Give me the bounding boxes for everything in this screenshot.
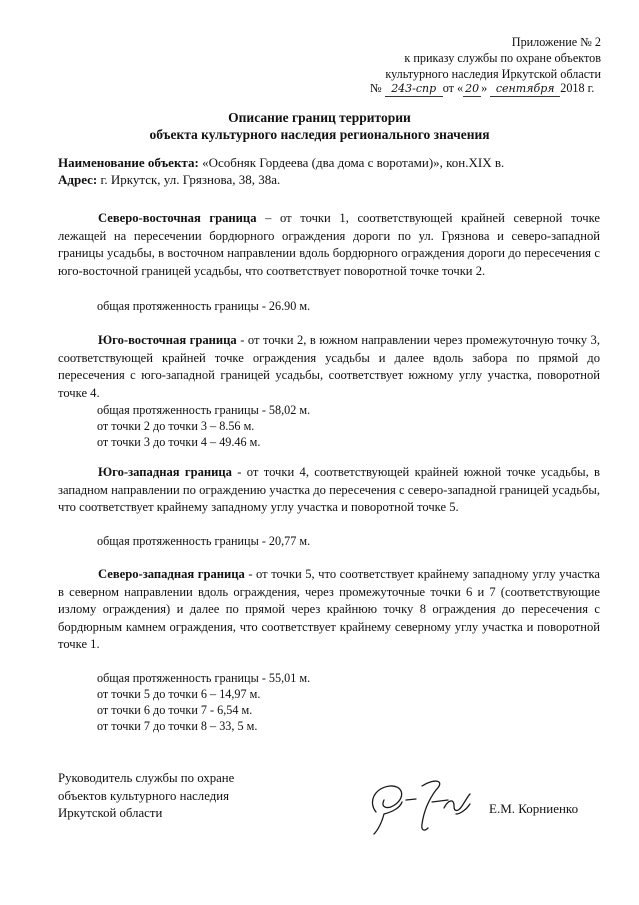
order-month: сентября bbox=[490, 82, 560, 97]
section-title: Северо-западная граница bbox=[98, 567, 245, 581]
signatory-line-1: Руководитель службы по охране bbox=[58, 771, 235, 785]
signatory-line-3: Иркутской области bbox=[58, 806, 163, 820]
measure-line: от точки 2 до точки 3 – 8.56 м. bbox=[97, 419, 255, 433]
order-line-2: к приказу службы по охране объектов bbox=[404, 51, 601, 65]
measure-line: от точки 3 до точки 4 – 49.46 м. bbox=[97, 435, 261, 449]
order-line-3: культурного наследия Иркутской области bbox=[385, 67, 601, 81]
address-label: Адрес: bbox=[58, 172, 98, 187]
number-label: № bbox=[370, 81, 382, 95]
signatory-position bbox=[58, 770, 296, 823]
boundary-section-southeast bbox=[58, 332, 600, 402]
measure-line: от точки 6 до точки 7 - 6,54 м. bbox=[97, 703, 253, 717]
handwritten-signature bbox=[362, 772, 477, 840]
signatory-name: Е.М. Корниенко bbox=[489, 801, 579, 816]
object-name-value: «Особняк Гордеева (два дома с воротами)», кон.XIX в. bbox=[202, 155, 505, 170]
section-title: Юго-восточная граница bbox=[98, 333, 237, 347]
boundary-section-northwest bbox=[58, 566, 600, 654]
order-day: 20 bbox=[465, 82, 480, 95]
boundary-section-southwest bbox=[58, 464, 600, 517]
section-title: Северо-восточная граница bbox=[98, 211, 257, 225]
order-year: 2018 г. bbox=[560, 81, 595, 95]
boundary-section-northeast bbox=[58, 210, 600, 280]
measure-line: общая протяженность границы - 20,77 м. bbox=[97, 534, 311, 548]
object-name bbox=[58, 155, 504, 171]
measure-line: от точки 7 до точки 8 – 33, 5 м. bbox=[97, 719, 258, 733]
document-title-line-2: объекта культурного наследия регионального значения bbox=[149, 127, 490, 142]
from-label: от « bbox=[442, 81, 464, 95]
measure-line: общая протяженность границы - 26.90 м. bbox=[97, 299, 311, 313]
document-title-line-1: Описание границ территории bbox=[228, 110, 411, 125]
object-name-label: Наименование объекта: bbox=[58, 155, 199, 170]
section-text: - от точки 5, что соответствует крайнему западному углу участка в северном направлении вдоль ограждения, через промежуточные точки 6 и 7 (соответствующие излому ограждения) и далее по прямой через крайнюю точку 8 ограждения до пересечения с бордюрным камнем ограждения, что соответствует крайнему северному углу участка и поворотной точке 1. bbox=[58, 567, 600, 651]
section-text: - от точки 4, соответствующей крайней южной точке усадьбы, в западном направлении по ограждению участка до пересечения с северо-западной границей усадьбы, что соответствует крайнему западному углу участка и поворотной точке 5. bbox=[58, 465, 600, 514]
signatory-line-2: объектов культурного наследия bbox=[58, 788, 229, 803]
measure-line: от точки 5 до точки 6 – 14,97 м. bbox=[97, 687, 261, 701]
order-number-line bbox=[370, 81, 594, 97]
section-title: Юго-западная граница bbox=[98, 465, 232, 479]
section-text: – от точки 1, соответствующей крайней северной точке лежащей на пересечении бордюрного ограждения дороги по ул. Грязнова и северо-западной границы усадьбы, в восточном направлении вдоль бордюрного ограждения дороги до пересечения с юго-восточной границей усадьбы, что соответствует поворотной точке точки 2. bbox=[58, 211, 601, 278]
address-value: г. Иркутск, ул. Грязнова, 38, 38а. bbox=[100, 172, 281, 187]
measure-line: общая протяженность границы - 58,02 м. bbox=[97, 403, 311, 417]
section-text: - от точки 2, в южном направлении через промежуточную точку 3, соответствующей крайней точке ограждения усадьбы и далее вдоль забора по прямой до пересечения с юго-западной границей усадьбы, соответствует южному углу участка, поворотной точке 4. bbox=[58, 333, 600, 400]
annex-number: Приложение № 2 bbox=[511, 35, 601, 49]
order-number: 243-спр bbox=[385, 82, 443, 97]
close-quote: » bbox=[481, 81, 488, 95]
object-address bbox=[58, 172, 280, 188]
measure-line: общая протяженность границы - 55,01 м. bbox=[97, 671, 311, 685]
